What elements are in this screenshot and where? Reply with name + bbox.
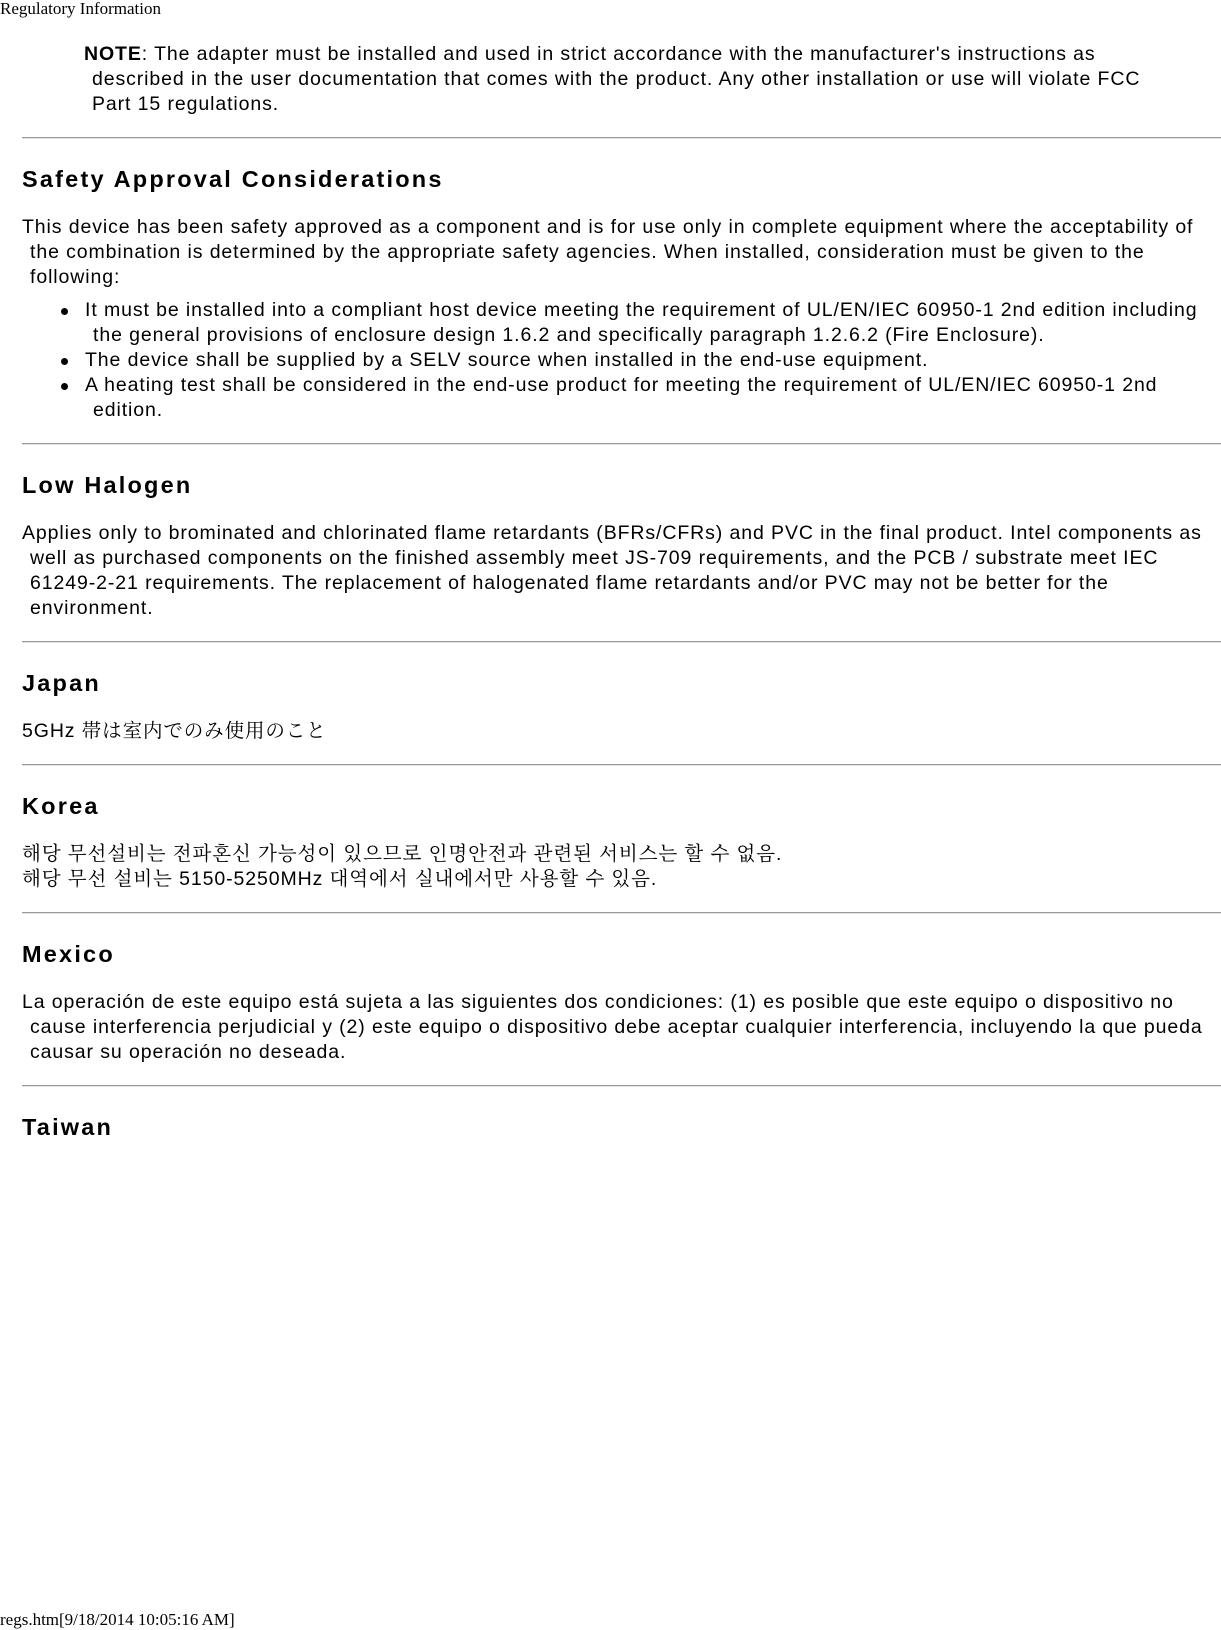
page-content (0, 30, 1221, 1141)
korea-section (0, 792, 1221, 892)
section-divider (22, 764, 1221, 766)
list-item (85, 348, 1221, 373)
safety-heading: Safety Approval Considerations (22, 166, 444, 192)
korea-text (22, 842, 1221, 892)
bullet-icon (61, 308, 68, 315)
bullet-icon (61, 383, 68, 390)
list-item (85, 373, 1221, 423)
note-label: NOTE (84, 43, 142, 65)
japan-text: 5GHz 帯は室内でのみ使用のこと (22, 720, 327, 742)
section-divider (22, 912, 1221, 914)
mexico-section (0, 940, 1221, 1065)
korea-line: 해당 무선 설비는 5150-5250MHz 대역에서 실내에서만 사용할 수 있음. (22, 868, 658, 890)
list-item (85, 298, 1221, 348)
list-item-text: It must be installed into a compliant host device meeting the requirement of UL/EN/IEC 60950-1 2nd edition including the general provisions of enclosure design 1.6.2 and specifically paragraph 1.2.6.2 (Fire Enclosure). (85, 299, 1198, 346)
japan-section (0, 669, 1221, 744)
korea-line: 해당 무선설비는 전파혼신 가능성이 있으므로 인명안전과 관련된 서비스는 할 수 없음. (22, 843, 783, 865)
japan-heading: Japan (22, 670, 101, 696)
mexico-text: La operación de este equipo está sujeta a las siguientes dos condiciones: (1) es posible que este equipo o dispositivo no cause interferencia perjudicial y (2) este equipo o dispositivo debe aceptar cualquier interferencia, incluyendo la que pueda causar su operación no deseada. (22, 991, 1203, 1063)
safety-intro: This device has been safety approved as a component and is for use only in complete equipment where the acceptability of the combination is determined by the appropriate safety agencies. When installed, consideration must be given to the following: (22, 216, 1194, 288)
bullet-icon (61, 358, 68, 365)
low-halogen-section (0, 471, 1221, 621)
print-footer: regs.htm[9/18/2014 10:05:16 AM] (0, 1610, 235, 1629)
safety-section (0, 165, 1221, 423)
section-divider (22, 1085, 1221, 1087)
korea-heading: Korea (22, 793, 100, 819)
list-item-text: A heating test shall be considered in the end-use product for meeting the requirement of UL/EN/IEC 60950-1 2nd edition. (85, 374, 1158, 421)
list-item-text: The device shall be supplied by a SELV source when installed in the end-use equipment. (85, 349, 929, 371)
low-halogen-text: Applies only to brominated and chlorinated flame retardants (BFRs/CFRs) and PVC in the final product. Intel components as well as purchased components on the finished assembly meet JS-709 requirements, and the PCB / substrate meet IEC 61249-2-21 requirements. The replacement of halogenated flame retardants and/or PVC may not be better for the environment. (22, 522, 1202, 619)
note-text: : The adapter must be installed and used in strict accordance with the manufacturer's instructions as described in the user documentation that comes with the product. Any other installation or use will violate FCC Part 15 regulations. (92, 43, 1141, 115)
print-header: Regulatory Information (0, 0, 161, 18)
mexico-heading: Mexico (22, 941, 115, 967)
safety-list (0, 298, 1221, 423)
section-divider (22, 443, 1221, 445)
section-divider (22, 137, 1221, 139)
section-divider (22, 641, 1221, 643)
fcc-note (84, 42, 1182, 117)
low-halogen-heading: Low Halogen (22, 472, 193, 498)
taiwan-section (0, 1113, 1221, 1141)
taiwan-heading: Taiwan (22, 1114, 114, 1140)
